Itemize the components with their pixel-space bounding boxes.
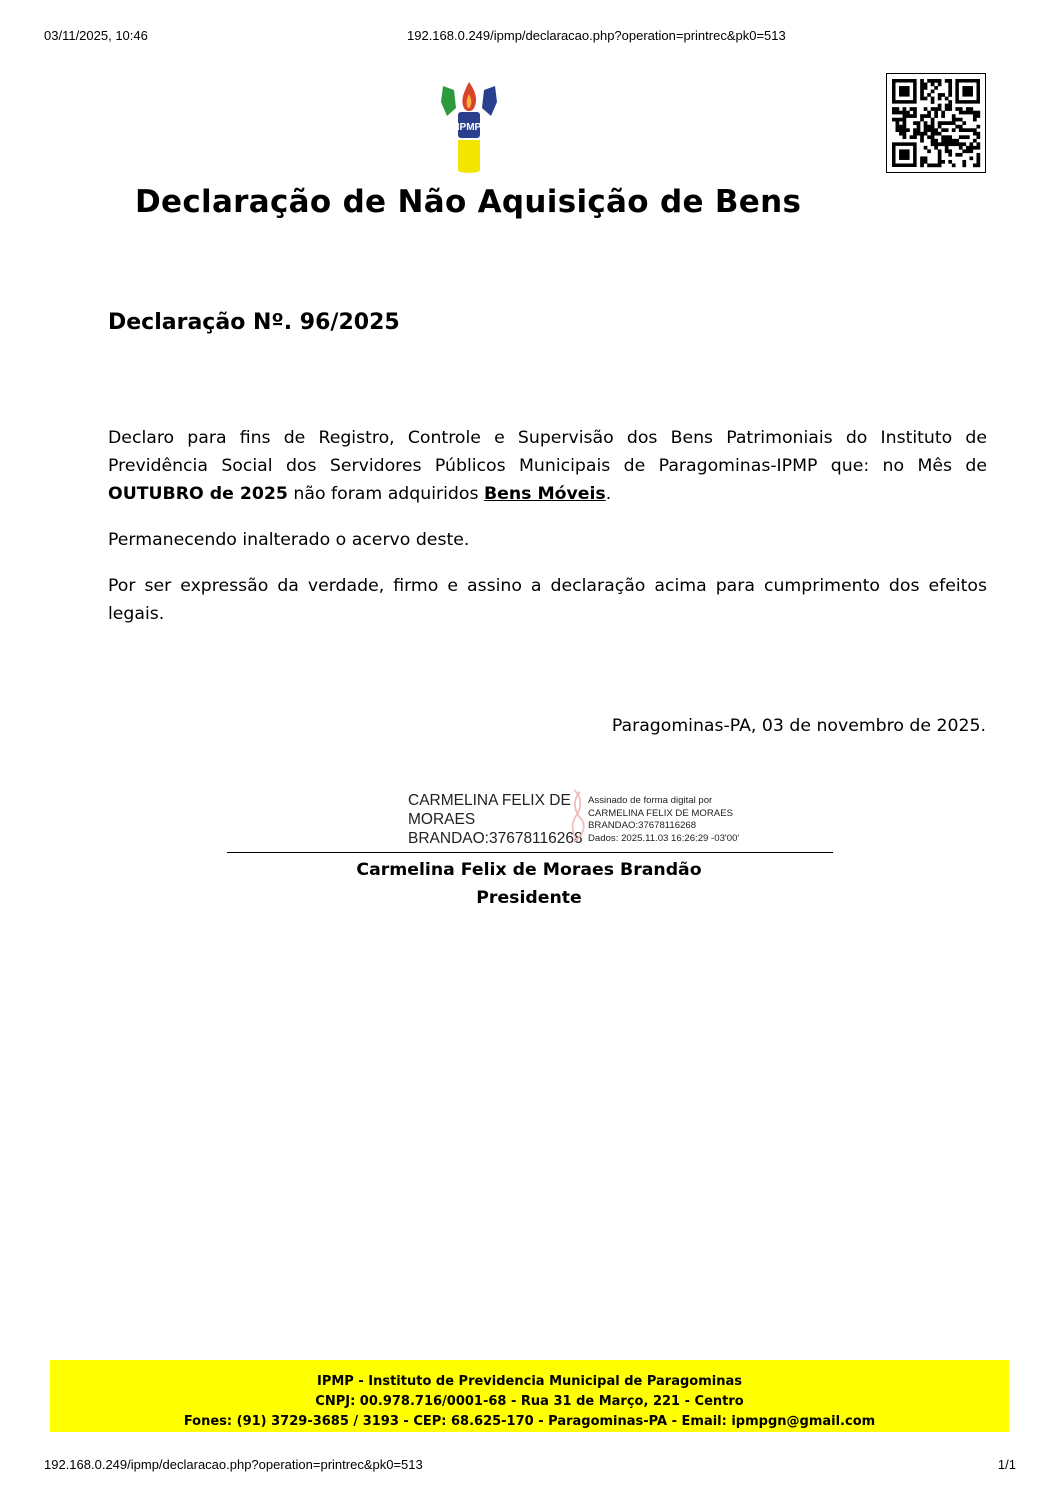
declaration-paragraph — [108, 424, 987, 508]
logo-blue-flag — [482, 86, 497, 116]
paragraph-text-mid: não foram adquiridos — [287, 484, 484, 504]
paragraph-text-start: Declaro para fins de Registro, Controle e Supervisão dos Bens Patrimoniais do Instituto de Previdência Social dos Servidores Públicos Municipais de Paragominas-IPMP que: no Mês de — [108, 428, 987, 476]
signer-role: Presidente — [476, 888, 582, 908]
print-datetime: 03/11/2025, 10:46 — [44, 28, 148, 43]
qr-code — [886, 73, 986, 173]
ipmp-logo — [436, 78, 502, 174]
signer-name: Carmelina Felix de Moraes Brandão — [356, 860, 702, 880]
footer-print-url: 192.168.0.249/ipmp/declaracao.php?operation=printrec&pk0=513 — [44, 1457, 423, 1472]
print-url: 192.168.0.249/ipmp/declaracao.php?operation=printrec&pk0=513 — [407, 28, 786, 43]
signature-info-line: CARMELINA FELIX DE MORAES — [588, 807, 734, 819]
signature-name-line: CARMELINA FELIX DE — [408, 792, 571, 809]
digital-signature-name — [408, 791, 583, 848]
signature-info-line: Dados: 2025.11.03 16:26:29 -03'00' — [588, 832, 740, 844]
digital-signature-info — [588, 795, 739, 845]
inventory-paragraph: Permanecendo inalterado o acervo deste. — [108, 530, 470, 550]
footer-line: Fones: (91) 3729-3685 / 3193 - CEP: 68.625-170 - Paragominas-PA - Email: ipmpgn@gmail.com — [183, 1414, 876, 1429]
footer-line: CNPJ: 00.978.716/0001-68 - Rua 31 de Março, 221 - Centro — [315, 1394, 744, 1409]
logo-green-flag — [441, 86, 456, 116]
logo-torch-handle — [458, 140, 480, 170]
signature-info-line: BRANDAO:37678116268 — [588, 820, 697, 831]
declaration-number: Declaração Nº. 96/2025 — [108, 310, 400, 335]
place-and-date: Paragominas-PA, 03 de novembro de 2025. — [611, 716, 986, 736]
signature-name-line: MORAES — [408, 811, 476, 828]
signature-line — [227, 852, 833, 853]
logo-torch-base — [458, 167, 480, 173]
declared-goods-type: Bens Móveis — [483, 484, 606, 504]
truth-statement-paragraph: Por ser expressão da verdade, firmo e assino a declaração acima para cumprimento dos efeitos legais. — [108, 576, 987, 624]
institution-footer — [50, 1360, 1009, 1432]
signature-info-line: Assinado de forma digital por — [588, 795, 713, 806]
page-counter: 1/1 — [997, 1457, 1016, 1472]
signature-name-line: BRANDAO:37678116268 — [408, 830, 583, 847]
logo-text: IPMP — [456, 122, 482, 133]
paragraph-text-end: . — [605, 484, 612, 504]
footer-line: IPMP - Instituto de Previdencia Municipal de Paragominas — [316, 1374, 742, 1389]
document-title: Declaração de Não Aquisição de Bens — [135, 184, 802, 220]
declared-month: OUTUBRO de 2025 — [108, 484, 288, 504]
